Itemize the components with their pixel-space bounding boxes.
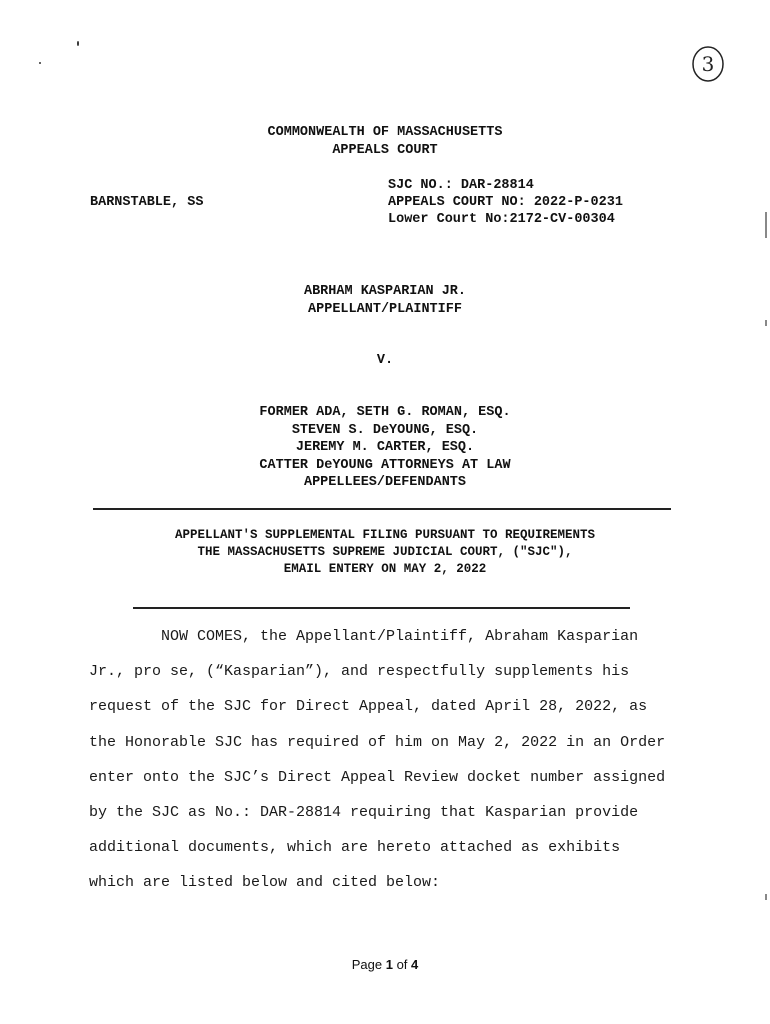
handwritten-number: 3 <box>701 52 715 76</box>
sjc-docket-number: SJC NO.: DAR-28814 <box>388 178 534 193</box>
footer-of: of <box>392 957 412 972</box>
appellee-line: FORMER ADA, SETH G. ROMAN, ESQ. <box>259 405 511 420</box>
lower-court-number: Lower Court No:2172-CV-00304 <box>388 212 615 227</box>
scan-edge-mark <box>765 212 767 238</box>
appeals-court-number: APPEALS COURT NO: 2022-P-0231 <box>388 195 623 210</box>
body-line: request of the SJC for Direct Appeal, dated April 28, 2022, as <box>89 698 648 715</box>
appellee-line: STEVEN S. DeYOUNG, ESQ. <box>291 423 479 438</box>
footer-current-page: 1 <box>385 957 393 972</box>
court-name: APPEALS COURT <box>332 143 438 158</box>
handwritten-page-mark <box>690 44 726 84</box>
body-line: the Honorable SJC has required of him on May 2, 2022 in an Order <box>89 734 666 751</box>
body-line: which are listed below and cited below: <box>89 874 441 891</box>
filing-title-line3: EMAIL ENTERY ON MAY 2, 2022 <box>283 562 487 576</box>
appellee-line: JEREMY M. CARTER, ESQ. <box>295 440 475 455</box>
body-line: Jr., pro se, (“Kasparian”), and respectfully supplements his <box>89 663 630 680</box>
body-line: NOW COMES, the Appellant/Plaintiff, Abraham Kasparian <box>89 628 639 645</box>
body-line: by the SJC as No.: DAR-28814 requiring that Kasparian provide <box>89 804 639 821</box>
scan-speck <box>39 62 41 64</box>
appellee-line: CATTER DeYOUNG ATTORNEYS AT LAW <box>259 458 511 473</box>
scan-speck <box>77 41 79 46</box>
versus: V. <box>376 353 394 368</box>
divider-rule <box>133 607 630 609</box>
body-line: enter onto the SJC’s Direct Appeal Review docket number assigned <box>89 769 666 786</box>
page-footer <box>0 957 770 972</box>
scan-edge-mark <box>765 320 767 326</box>
body-line: additional documents, which are hereto attached as exhibits <box>89 839 621 856</box>
appellant-name: ABRHAM KASPARIAN JR. <box>303 284 467 299</box>
appellee-role: APPELLEES/DEFENDANTS <box>303 475 467 490</box>
scan-edge-mark <box>765 894 767 900</box>
appellant-role: APPELLANT/PLAINTIFF <box>308 302 462 317</box>
venue: BARNSTABLE, SS <box>90 195 204 210</box>
filing-title-line2: THE MASSACHUSETTS SUPREME JUDICIAL COURT, ("SJC"), <box>197 545 573 559</box>
divider-rule <box>93 508 671 510</box>
footer-prefix: Page <box>351 957 386 972</box>
court-jurisdiction: COMMONWEALTH OF MASSACHUSETTS <box>267 125 503 140</box>
filing-title-line1: APPELLANT'S SUPPLEMENTAL FILING PURSUANT TO REQUIREMENTS <box>174 528 596 542</box>
footer-total-pages: 4 <box>411 957 419 972</box>
